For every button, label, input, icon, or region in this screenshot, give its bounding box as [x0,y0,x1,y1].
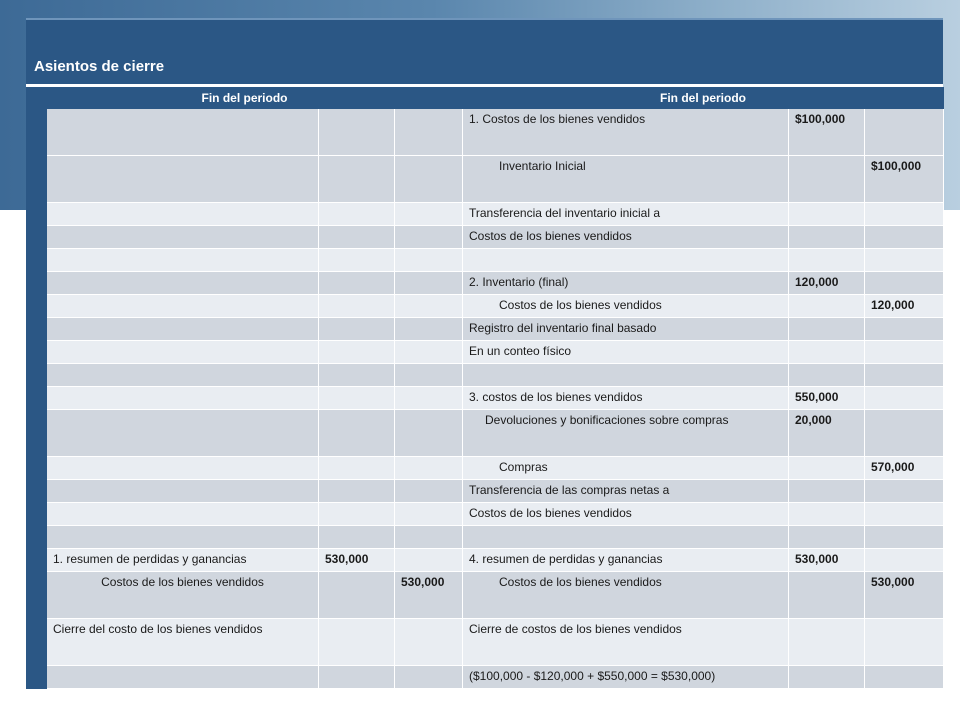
right-debit [789,457,865,480]
right-debit [789,156,865,203]
table-row [27,295,944,318]
row-marker [27,666,47,689]
row-marker [27,203,47,226]
right-debit [789,666,865,689]
table-row [27,249,944,272]
left-credit [395,526,463,549]
left-debit [319,203,395,226]
right-description [463,249,789,272]
right-credit [865,503,944,526]
right-debit [789,341,865,364]
left-credit [395,109,463,156]
right-description: 1. Costos de los bienes vendidos [463,109,789,156]
right-credit [865,549,944,572]
left-debit [319,666,395,689]
right-credit [865,272,944,295]
left-credit [395,203,463,226]
left-debit [319,387,395,410]
right-description [463,526,789,549]
left-debit [319,272,395,295]
left-credit [395,503,463,526]
row-marker [27,341,47,364]
table-row [27,364,944,387]
left-debit [319,318,395,341]
left-credit [395,226,463,249]
right-description: En un conteo físico [463,341,789,364]
table-row [27,572,944,619]
right-credit [865,619,944,666]
left-description: 1. resumen de perdidas y ganancias [47,549,319,572]
left-debit [319,109,395,156]
row-marker [27,619,47,666]
right-credit [865,226,944,249]
right-description: Transferencia de las compras netas a [463,480,789,503]
row-marker [27,480,47,503]
row-marker [27,249,47,272]
right-description: Costos de los bienes vendidos [463,295,789,318]
row-marker [27,295,47,318]
right-credit [865,526,944,549]
right-credit [865,109,944,156]
left-debit [319,619,395,666]
left-credit [395,549,463,572]
row-marker [27,318,47,341]
row-marker [27,272,47,295]
right-credit [865,666,944,689]
left-credit [395,364,463,387]
left-credit [395,666,463,689]
right-debit: 530,000 [789,549,865,572]
left-debit [319,526,395,549]
right-description: Devoluciones y bonificaciones sobre compras [463,410,789,457]
title-bar [26,18,943,84]
left-credit [395,387,463,410]
table-row [27,457,944,480]
right-debit [789,226,865,249]
left-credit [395,410,463,457]
slide-title: Asientos de cierre [34,58,165,75]
row-marker [27,410,47,457]
table-header-row [27,88,944,109]
right-debit: 120,000 [789,272,865,295]
right-description: Registro del inventario final basado [463,318,789,341]
table-row [27,526,944,549]
right-credit: 120,000 [865,295,944,318]
left-description [47,503,319,526]
left-description [47,341,319,364]
right-credit [865,341,944,364]
right-description: Inventario Inicial [463,156,789,203]
right-debit [789,295,865,318]
row-marker [27,364,47,387]
right-credit [865,364,944,387]
left-debit [319,503,395,526]
right-credit [865,480,944,503]
right-credit: 570,000 [865,457,944,480]
right-debit: 20,000 [789,410,865,457]
right-description: Costos de los bienes vendidos [463,503,789,526]
right-description: 2. Inventario (final) [463,272,789,295]
table-row [27,410,944,457]
table-row [27,666,944,689]
right-debit: 550,000 [789,387,865,410]
left-description [47,156,319,203]
left-credit [395,249,463,272]
table-row [27,156,944,203]
left-credit [395,295,463,318]
right-credit [865,249,944,272]
left-description: Costos de los bienes vendidos [47,572,319,619]
left-debit [319,226,395,249]
left-debit [319,480,395,503]
left-debit [319,341,395,364]
right-debit [789,249,865,272]
row-marker [27,457,47,480]
table-row [27,619,944,666]
left-description [47,249,319,272]
table-row [27,341,944,364]
right-credit [865,203,944,226]
left-credit [395,457,463,480]
left-description: Cierre del costo de los bienes vendidos [47,619,319,666]
right-debit [789,619,865,666]
left-credit [395,318,463,341]
row-marker [27,156,47,203]
left-credit [395,480,463,503]
left-description [47,526,319,549]
right-description: Costos de los bienes vendidos [463,572,789,619]
left-credit [395,619,463,666]
row-marker [27,572,47,619]
left-debit [319,457,395,480]
right-credit [865,387,944,410]
left-description [47,203,319,226]
left-debit [319,295,395,318]
right-description: 4. resumen de perdidas y ganancias [463,549,789,572]
right-debit [789,572,865,619]
right-description: ($100,000 - $120,000 + $550,000 = $530,000) [463,666,789,689]
left-description [47,480,319,503]
table-row [27,387,944,410]
left-description [47,364,319,387]
table-row [27,272,944,295]
left-debit [319,572,395,619]
left-description [47,666,319,689]
table-row [27,226,944,249]
right-debit: $100,000 [789,109,865,156]
left-description [47,410,319,457]
right-credit [865,318,944,341]
left-credit [395,156,463,203]
right-credit: $100,000 [865,156,944,203]
right-description: Costos de los bienes vendidos [463,226,789,249]
table-row [27,480,944,503]
left-debit: 530,000 [319,549,395,572]
header-right-period: Fin del periodo [463,88,944,109]
left-description [47,457,319,480]
left-description [47,387,319,410]
right-description: Cierre de costos de los bienes vendidos [463,619,789,666]
row-marker [27,549,47,572]
right-credit: 530,000 [865,572,944,619]
closing-entries-table [26,87,944,689]
table-row [27,549,944,572]
right-debit [789,503,865,526]
left-credit [395,272,463,295]
left-debit [319,156,395,203]
left-credit [395,341,463,364]
right-debit [789,203,865,226]
row-marker [27,387,47,410]
left-description [47,226,319,249]
table-row [27,203,944,226]
right-debit [789,364,865,387]
left-debit [319,364,395,387]
right-debit [789,480,865,503]
slide [26,18,943,693]
left-description [47,295,319,318]
right-description: 3. costos de los bienes vendidos [463,387,789,410]
row-marker [27,526,47,549]
right-debit [789,526,865,549]
left-description [47,318,319,341]
row-marker [27,226,47,249]
left-credit: 530,000 [395,572,463,619]
right-debit [789,318,865,341]
left-description [47,272,319,295]
table-row [27,503,944,526]
right-description: Compras [463,457,789,480]
row-marker [27,503,47,526]
table-row [27,109,944,156]
right-description [463,364,789,387]
table-row [27,318,944,341]
header-left-period: Fin del periodo [27,88,463,109]
right-credit [865,410,944,457]
row-marker [27,109,47,156]
left-debit [319,410,395,457]
left-description [47,109,319,156]
right-description: Transferencia del inventario inicial a [463,203,789,226]
left-debit [319,249,395,272]
